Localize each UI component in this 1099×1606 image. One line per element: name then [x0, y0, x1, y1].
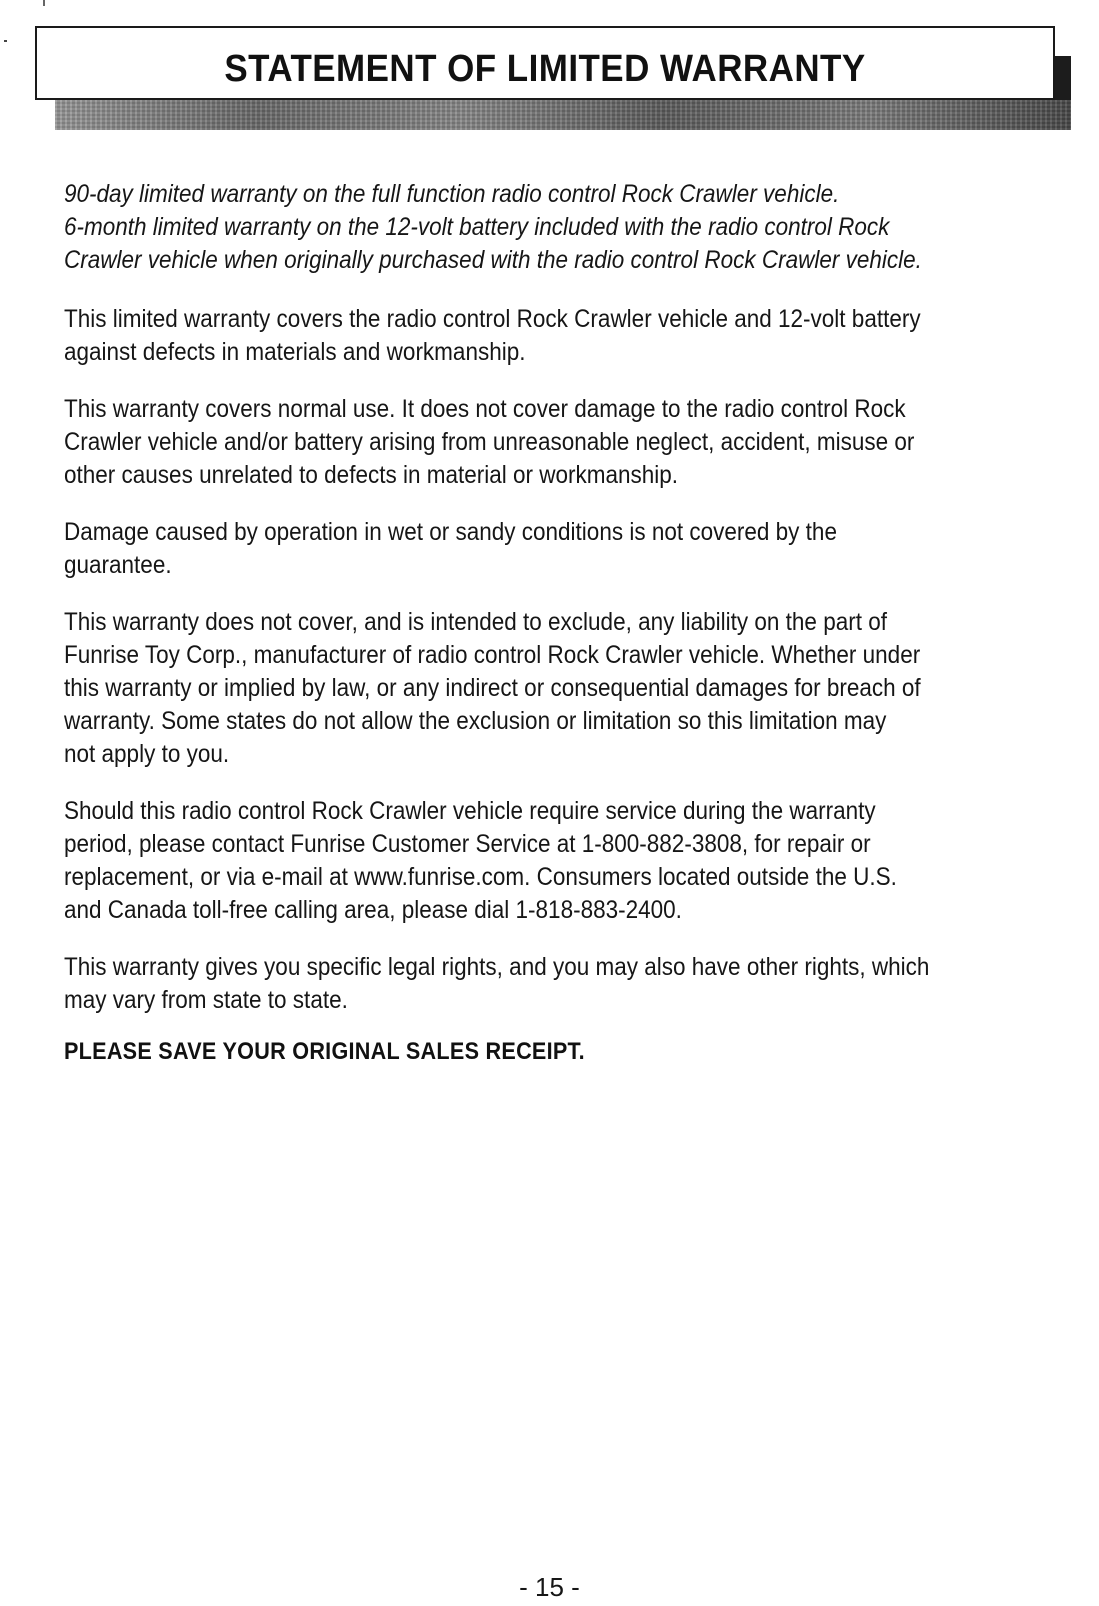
- service-paragraph: [64, 795, 1050, 927]
- paragraph-line: other causes unrelated to defects in material or workmanship.: [64, 461, 679, 489]
- legal-rights-paragraph: [64, 951, 1050, 1017]
- paragraph-line: period, please contact Funrise Customer Service at 1-800-882-3808, for repair or: [64, 830, 871, 858]
- conditions-paragraph: [64, 516, 1050, 582]
- scan-tick-mark: [43, 0, 45, 6]
- liability-paragraph: [64, 606, 1050, 771]
- page-number: - 15 -: [519, 1572, 580, 1602]
- scan-dot: [4, 40, 7, 42]
- normal-use-paragraph: [64, 393, 1050, 492]
- paragraph-line: This limited warranty covers the radio control Rock Crawler vehicle and 12-volt battery: [64, 305, 921, 333]
- intro-line: Crawler vehicle when originally purchased with the radio control Rock Crawler vehicle.: [64, 246, 922, 274]
- paragraph-line: Damage caused by operation in wet or sandy conditions is not covered by the: [64, 518, 837, 546]
- paragraph-line: Should this radio control Rock Crawler vehicle require service during the warranty: [64, 797, 876, 825]
- paragraph-line: This warranty covers normal use. It does not cover damage to the radio control Rock: [64, 395, 906, 423]
- intro-line: 6-month limited warranty on the 12-volt battery included with the radio control Rock: [64, 213, 890, 241]
- header-box: [35, 26, 1055, 100]
- paragraph-line: This warranty does not cover, and is intended to exclude, any liability on the part of: [64, 608, 887, 636]
- page-title: STATEMENT OF LIMITED WARRANTY: [224, 48, 866, 90]
- paragraph-line: this warranty or implied by law, or any indirect or consequential damages for breach of: [64, 674, 921, 702]
- paragraph-line: warranty. Some states do not allow the exclusion or limitation so this limitation may: [64, 707, 887, 735]
- paragraph-line: guarantee.: [64, 551, 172, 579]
- paragraph-line: This warranty gives you specific legal rights, and you may also have other rights, which: [64, 953, 930, 981]
- header-texture-band: [55, 100, 1071, 130]
- intro-line: 90-day limited warranty on the full function radio control Rock Crawler vehicle.: [64, 180, 840, 208]
- paragraph-line: and Canada toll-free calling area, please dial 1-818-883-2400.: [64, 896, 682, 924]
- warranty-body: [64, 178, 1054, 1067]
- coverage-paragraph: [64, 303, 1050, 369]
- paragraph-line: against defects in materials and workmanship.: [64, 338, 526, 366]
- receipt-notice: PLEASE SAVE YOUR ORIGINAL SALES RECEIPT.: [64, 1038, 585, 1065]
- paragraph-line: Funrise Toy Corp., manufacturer of radio control Rock Crawler vehicle. Whether under: [64, 641, 921, 669]
- paragraph-line: may vary from state to state.: [64, 986, 348, 1014]
- paragraph-line: Crawler vehicle and/or battery arising from unreasonable neglect, accident, misuse or: [64, 428, 915, 456]
- paragraph-line: replacement, or via e-mail at www.funrise.com. Consumers located outside the U.S.: [64, 863, 897, 891]
- intro-paragraph: [64, 178, 1050, 277]
- paragraph-line: not apply to you.: [64, 740, 230, 768]
